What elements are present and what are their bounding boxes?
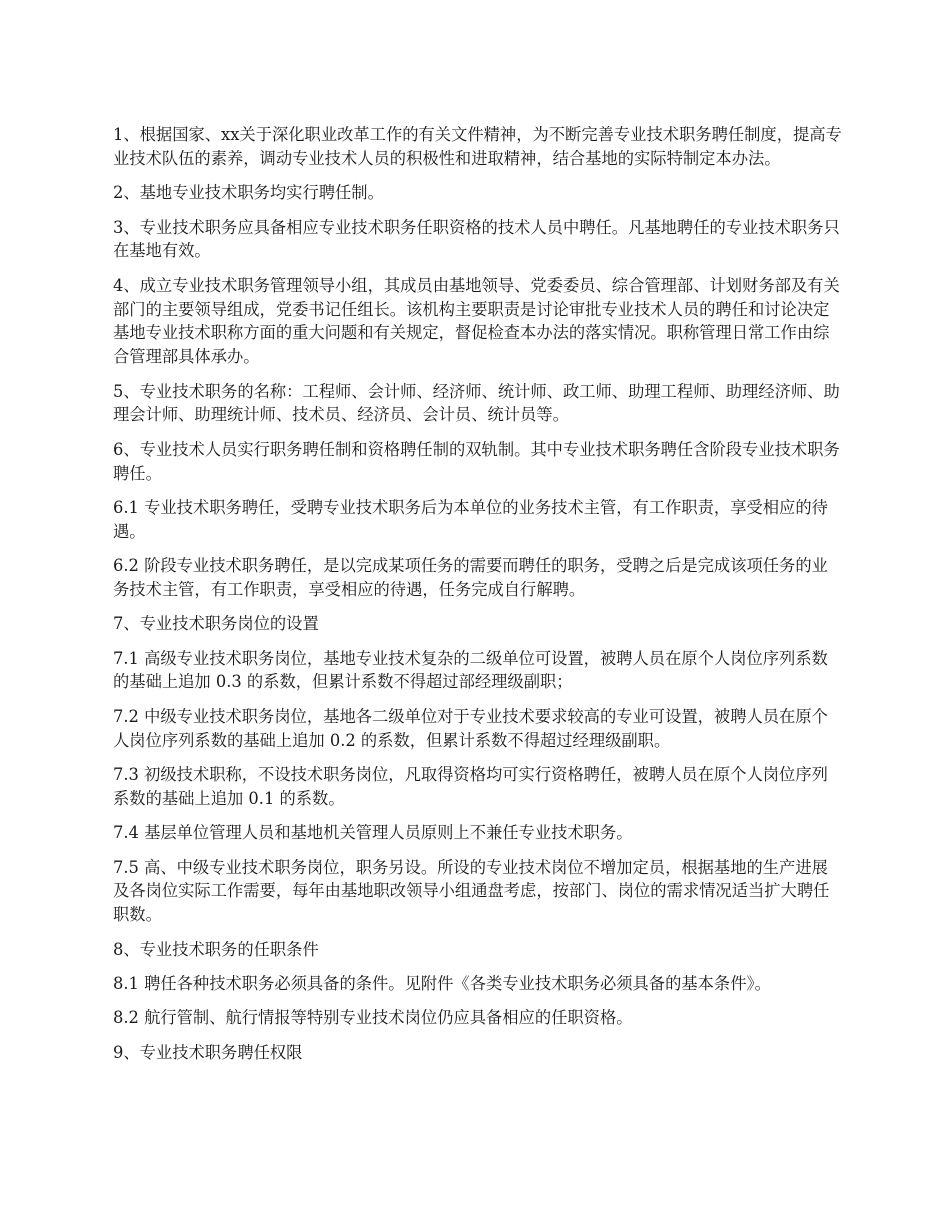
paragraph-8-1: 8.1 聘任各种技术职务必须具备的条件。见附件《各类专业技术职务必须具备的基本条件》。 bbox=[113, 974, 771, 994]
paragraph-7-5: 7.5 高、中级专业技术职务岗位，职务另设。所设的专业技术岗位不增加定员，根据基地的生产进展及各岗位实际工作需要，每年由基地职改领导小组通盘考虑，按部门、岗位的需求情况适当扩大聘任职数。 bbox=[113, 857, 830, 925]
paragraph-9: 9、专业技术职务聘任权限 bbox=[113, 1042, 303, 1062]
paragraph-2: 2、基地专业技术职务均实行聘任制。 bbox=[113, 183, 384, 203]
paragraph-3: 3、专业技术职务应具备相应专业技术职务任职资格的技术人员中聘任。凡基地聘任的专业技术职务只在基地有效。 bbox=[113, 217, 840, 261]
paragraph-7-3: 7.3 初级技术职称，不设技术职务岗位，凡取得资格均可实行资格聘任，被聘人员在原个人岗位序列系数的基础上追加 0.1 的系数。 bbox=[113, 765, 828, 808]
paragraph-4: 4、成立专业技术职务管理领导小组，其成员由基地领导、党委委员、综合管理部、计划财务部及有关部门的主要领导组成，党委书记任组长。该机构主要职责是讨论审批专业技术人员的聘任和讨论决定基地专业技术职称方面的重大问题和有关规定，督促检查本办法的落实情况。职称管理日常工作由综合管理部具体承办。 bbox=[113, 275, 840, 367]
paragraph-7-1: 7.1 高级专业技术职务岗位，基地专业技术复杂的二级单位可设置，被聘人员在原个人岗位序列系数的基础上追加 0.3 的系数，但累计系数不得超过部经理级副职； bbox=[113, 648, 828, 692]
paragraph-8: 8、专业技术职务的任职条件 bbox=[113, 939, 319, 959]
paragraph-6: 6、专业技术人员实行职务聘任制和资格聘任制的双轨制。其中专业技术职务聘任含阶段专业技术职务聘任。 bbox=[113, 439, 840, 483]
paragraph-7: 7、专业技术职务岗位的设置 bbox=[113, 614, 319, 634]
paragraph-7-2: 7.2 中级专业技术职务岗位，基地各二级单位对于专业技术要求较高的专业可设置，被聘人员在原个人岗位序列系数的基础上追加 0.2 的系数，但累计系数不得超过经理级副职。 bbox=[113, 706, 828, 750]
paragraph-6-1: 6.1 专业技术职务聘任，受聘专业技术职务后为本单位的业务技术主管，有工作职责，享受相应的待遇。 bbox=[113, 497, 828, 541]
document-body bbox=[113, 123, 843, 1075]
paragraph-7-4: 7.4 基层单位管理人员和基地机关管理人员原则上不兼任专业技术职务。 bbox=[113, 823, 633, 843]
paragraph-5: 5、专业技术职务的名称：工程师、会计师、经济师、统计师、政工师、助理工程师、助理经济师、助理会计师、助理统计师、技术员、经济员、会计员、统计员等。 bbox=[113, 381, 840, 425]
paragraph-6-2: 6.2 阶段专业技术职务聘任，是以完成某项任务的需要而聘任的职务，受聘之后是完成该项任务的业务技术主管，有工作职责，享受相应的待遇，任务完成自行解聘。 bbox=[113, 556, 828, 599]
paragraph-1: 1、根据国家、xx关于深化职业改革工作的有关文件精神，为不断完善专业技术职务聘任制度，提高专业技术队伍的素养，调动专业技术人员的积极性和进取精神，结合基地的实际特制定本办法。 bbox=[113, 125, 842, 168]
paragraph-8-2: 8.2 航行管制、航行情报等特别专业技术岗位仍应具备相应的任职资格。 bbox=[113, 1008, 633, 1028]
